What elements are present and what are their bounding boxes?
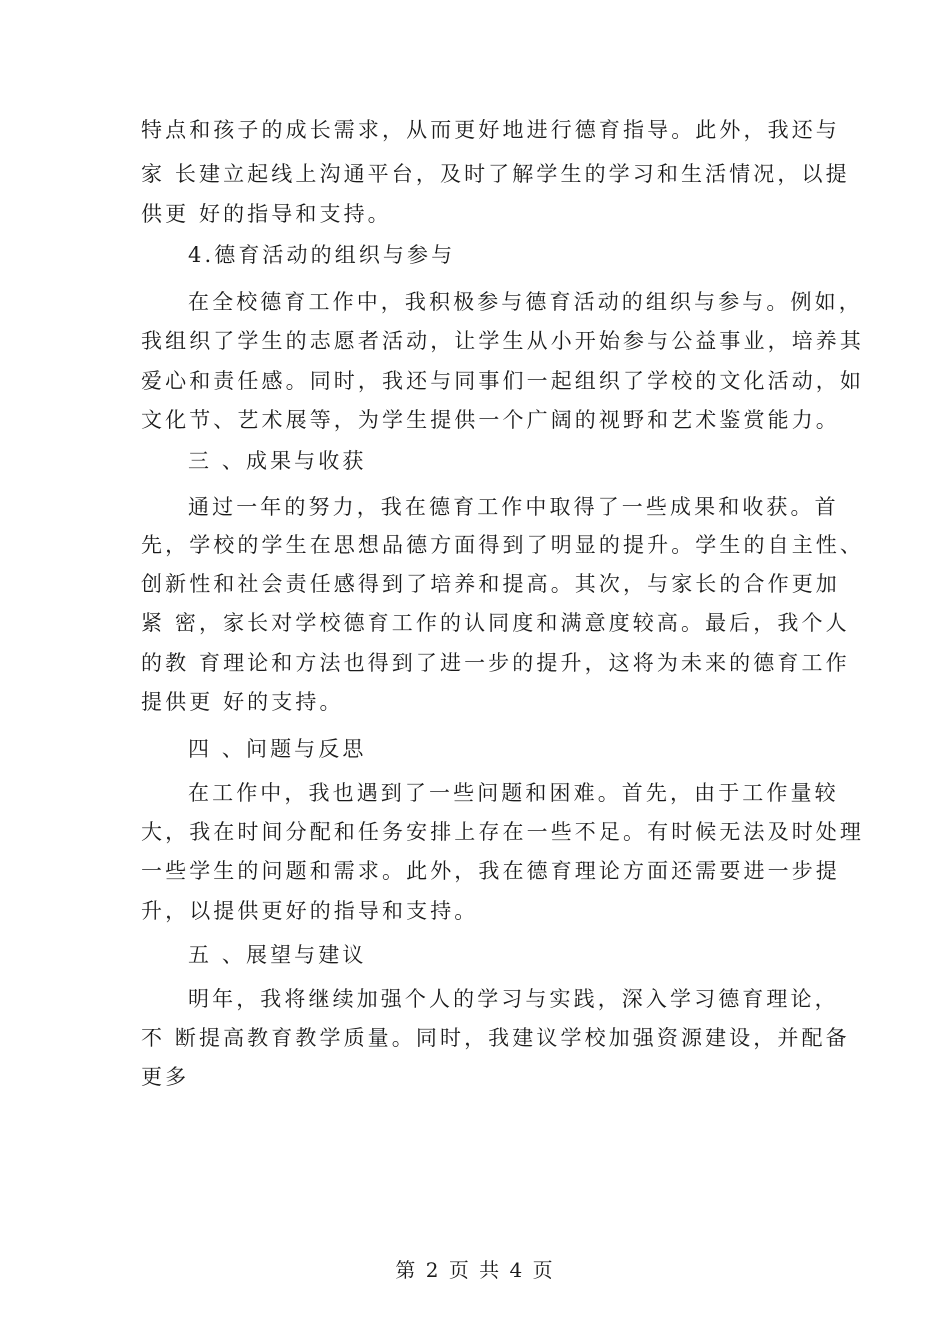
paragraph-line: 提供更 好的支持。 <box>141 690 344 714</box>
page-number-footer: 第 2 页 共 4 页 <box>395 1258 555 1282</box>
paragraph-line: 的教 育理论和方法也得到了进一步的提升，这将为未来的德育工作 <box>141 651 850 675</box>
section-heading: 三 、成果与收获 <box>188 449 367 473</box>
paragraph-line: 大，我在时间分配和任务安排上存在一些不足。有时候无法及时处理 <box>141 820 864 844</box>
paragraph-line: 我组织了学生的志愿者活动，让学生从小开始参与公益事业，培养其 <box>141 329 864 353</box>
paragraph-line: 升，以提供更好的指导和支持。 <box>141 899 479 923</box>
paragraph-line: 供更 好的指导和支持。 <box>141 202 392 226</box>
paragraph-line: 明年，我将继续加强个人的学习与实践，深入学习德育理论， <box>188 987 839 1011</box>
paragraph-line: 更多 <box>141 1065 190 1089</box>
paragraph-line: 在工作中，我也遇到了一些问题和困难。首先，由于工作量较 <box>188 781 839 805</box>
paragraph-line: 爱心和责任感。同时，我还与同事们一起组织了学校的文化活动，如 <box>141 369 864 393</box>
paragraph-line: 特点和孩子的成长需求，从而更好地进行德育指导。此外，我还与 <box>141 118 840 142</box>
paragraph-line: 不 断提高教育教学质量。同时，我建议学校加强资源建设，并配备 <box>141 1026 850 1050</box>
paragraph-line: 在全校德育工作中，我积极参与德育活动的组织与参与。例如， <box>188 290 863 314</box>
paragraph-line: 文化节、艺术展等，为学生提供一个广阔的视野和艺术鉴赏能力。 <box>141 408 840 432</box>
paragraph-line: 创新性和社会责任感得到了培养和提高。其次，与家长的合作更加 <box>141 572 840 596</box>
paragraph-line: 一些学生的问题和需求。此外，我在德育理论方面还需要进一步提 <box>141 859 840 883</box>
section-heading: 4.德育活动的组织与参与 <box>188 243 456 267</box>
paragraph-line: 紧 密，家长对学校德育工作的认同度和满意度较高。最后，我个人 <box>141 611 850 635</box>
section-heading: 五 、展望与建议 <box>188 943 367 967</box>
paragraph-line: 先，学校的学生在思想品德方面得到了明显的提升。学生的自主性、 <box>141 533 864 557</box>
paragraph-line: 家 长建立起线上沟通平台，及时了解学生的学习和生活情况，以提 <box>141 162 850 186</box>
section-heading: 四 、问题与反思 <box>188 737 367 761</box>
paragraph-line: 通过一年的努力，我在德育工作中取得了一些成果和收获。首 <box>188 495 839 519</box>
